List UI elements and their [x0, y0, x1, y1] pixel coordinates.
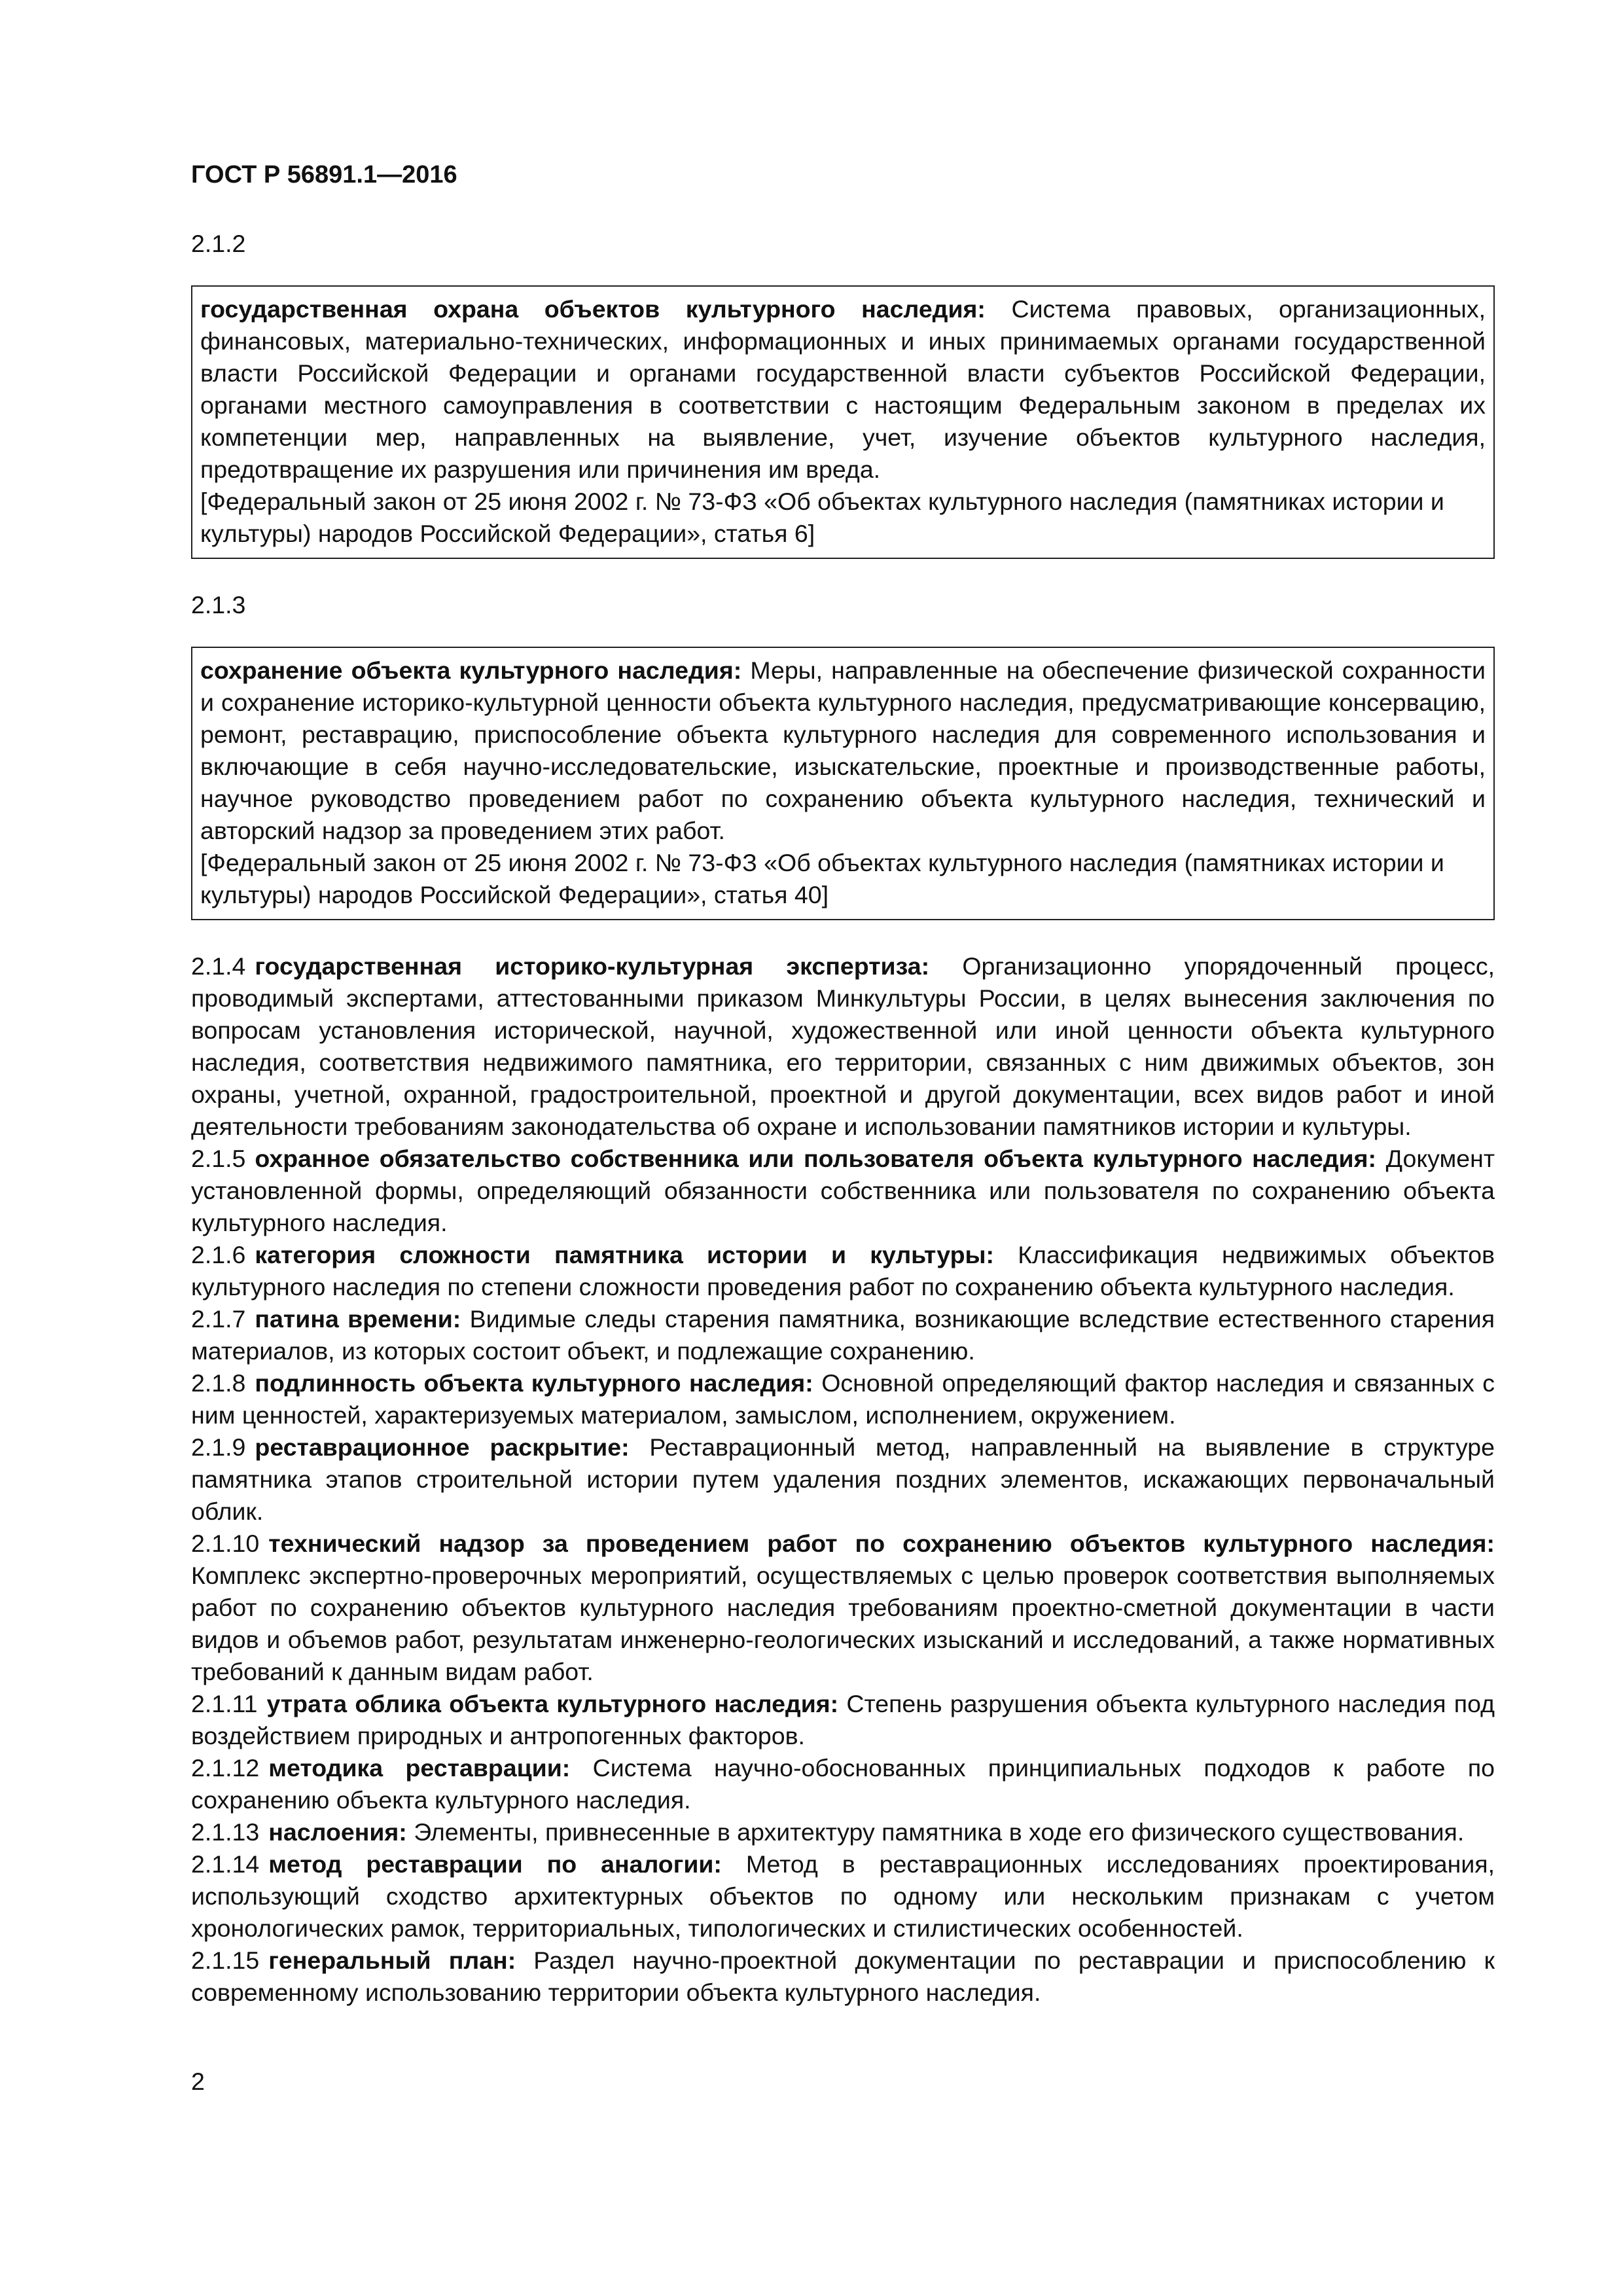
term-2-1-5	[191, 1143, 1495, 1239]
term-definition: Меры, направленные на обеспечение физической сохранности и сохранение историко-культурной ценности объекта культурного наследия, предусматривающие консервацию, ремонт, реставрацию, приспособление объекта культурного наследия для современного использования и включающие в себя научно-исследовательские, изыскательские, проектные и производственные работы, научное руководство проведением работ по сохранению объекта культурного наследия, технический и авторский надзор за проведением этих работ.	[200, 656, 1486, 844]
boxed-term-text	[200, 655, 1486, 847]
term-title: реставрационное раскрытие:	[255, 1433, 630, 1461]
term-source: [Федеральный закон от 25 июня 2002 г. № 73-ФЗ «Об объектах культурного наследия (памятниках истории и культуры) народов Российской Федерации», статья 6]	[200, 488, 1444, 547]
term-title: метод реставрации по аналогии:	[268, 1850, 722, 1878]
term-number: 2.1.12	[191, 1754, 260, 1782]
term-2-1-11	[191, 1688, 1495, 1752]
term-definition: Система правовых, организационных, финансовых, материально-технических, информационных и иных принимаемых органами государственной власти Российской Федерации и органами государственной власти субъектов Российской Федерации, органами местного самоуправления в соответствии с настоящим Федеральным законом в пределах их компетенции мер, направленных на выявление, учет, изучение объектов культурного наследия, предотвращение их разрушения или причинения им вреда.	[200, 295, 1486, 483]
term-title: технический надзор за проведением работ по сохранению объектов культурного наследия:	[268, 1530, 1495, 1557]
boxed-term-2-1-3	[191, 647, 1495, 920]
terms-content	[191, 228, 1495, 2009]
term-title: подлинность объекта культурного наследия:	[255, 1369, 813, 1397]
term-number: 2.1.4	[191, 952, 246, 980]
term-2-1-9	[191, 1431, 1495, 1528]
term-title: утрата облика объекта культурного наследия:	[266, 1690, 839, 1717]
term-title: методика реставрации:	[268, 1754, 571, 1782]
boxed-term-2-1-2	[191, 285, 1495, 559]
term-definition: Классификация недвижимых объектов культурного наследия по степени сложности проведения работ по сохранению объекта культурного наследия.	[191, 1241, 1495, 1300]
term-2-1-7	[191, 1303, 1495, 1367]
term-definition: Реставрационный метод, направленный на выявление в структуре памятника этапов строительной истории путем удаления поздних элементов, искажающих первоначальный облик.	[191, 1433, 1495, 1525]
term-2-1-6	[191, 1239, 1495, 1303]
term-title: государственная историко-культурная экспертиза:	[255, 952, 930, 980]
term-number: 2.1.13	[191, 1818, 260, 1846]
boxed-term-text	[200, 293, 1486, 486]
term-number: 2.1.11	[191, 1690, 258, 1717]
term-title: наслоения:	[268, 1818, 407, 1846]
term-number: 2.1.14	[191, 1850, 260, 1878]
term-definition: Комплекс экспертно-проверочных мероприятий, осуществляемых с целью проверок соответствия выполняемых работ по сохранению объектов культурного наследия требованиям проектно-сметной документации в части видов и объемов работ, результатам инженерно-геологических изысканий и исследований, а также нормативных требований к данным видам работ.	[191, 1562, 1495, 1685]
term-title: государственная охрана объектов культурного наследия:	[200, 295, 986, 323]
term-number: 2.1.10	[191, 1530, 260, 1557]
term-number: 2.1.15	[191, 1946, 260, 1974]
term-number: 2.1.7	[191, 1305, 246, 1333]
term-title: категория сложности памятника истории и культуры:	[255, 1241, 994, 1268]
term-definition: Элементы, привнесенные в архитектуру памятника в ходе его физического существования.	[414, 1818, 1465, 1846]
term-2-1-13	[191, 1816, 1495, 1848]
term-2-1-4	[191, 950, 1495, 1143]
term-definition: Видимые следы старения памятника, возникающие вследствие естественного старения материалов, из которых состоит объект, и подлежащие сохранению.	[191, 1305, 1495, 1365]
term-title: патина времени:	[255, 1305, 461, 1333]
term-title: сохранение объекта культурного наследия:	[200, 656, 742, 684]
term-definition: Степень разрушения объекта культурного наследия под воздействием природных и антропогенных факторов.	[191, 1690, 1495, 1749]
term-2-1-12	[191, 1752, 1495, 1816]
term-definition: Система научно-обоснованных принципиальных подходов к работе по сохранению объекта культурного наследия.	[191, 1754, 1495, 1814]
term-2-1-14	[191, 1848, 1495, 1945]
term-number: 2.1.6	[191, 1241, 246, 1268]
term-definition: Основной определяющий фактор наследия и связанных с ним ценностей, характеризуемых материалом, замыслом, исполнением, окружением.	[191, 1369, 1495, 1429]
term-number-2-1-2: 2.1.2	[191, 230, 246, 257]
term-number: 2.1.8	[191, 1369, 246, 1397]
term-number-2-1-3: 2.1.3	[191, 591, 246, 619]
term-source: [Федеральный закон от 25 июня 2002 г. № 73-ФЗ «Об объектах культурного наследия (памятниках истории и культуры) народов Российской Федерации», статья 40]	[200, 849, 1444, 908]
term-definition: Организационно упорядоченный процесс, проводимый экспертами, аттестованными приказом Минкультуры России, в целях вынесения заключения по вопросам установления исторической, научной, художественной или иной ценности объекта культурного наследия, соответствия недвижимого памятника, его территории, связанных с ним движимых объектов, зон охраны, учетной, охранной, градостроительной, проектной и другой документации, всех видов работ и иной деятельности требованиям законодательства об охране и использовании памятников истории и культуры.	[191, 952, 1495, 1140]
term-2-1-10	[191, 1528, 1495, 1688]
term-definition: Документ установленной формы, определяющий обязанности собственника или пользователя по сохранению объекта культурного наследия.	[191, 1145, 1495, 1236]
term-title: охранное обязательство собственника или пользователя объекта культурного наследия:	[255, 1145, 1376, 1172]
term-number: 2.1.5	[191, 1145, 246, 1172]
gost-header: ГОСТ Р 56891.1—2016	[191, 161, 457, 188]
term-2-1-15	[191, 1945, 1495, 2009]
term-2-1-8	[191, 1367, 1495, 1431]
term-definition: Раздел научно-проектной документации по реставрации и приспособлению к современному использованию территории объекта культурного наследия.	[191, 1946, 1495, 2006]
term-definition: Метод в реставрационных исследованиях проектирования, использующий сходство архитектурных объектов по одному или нескольким признакам с учетом хронологических рамок, территориальных, типологических и стилистических особенностей.	[191, 1850, 1495, 1942]
page-number: 2	[191, 2068, 205, 2095]
term-title: генеральный план:	[268, 1946, 516, 1974]
term-number: 2.1.9	[191, 1433, 246, 1461]
